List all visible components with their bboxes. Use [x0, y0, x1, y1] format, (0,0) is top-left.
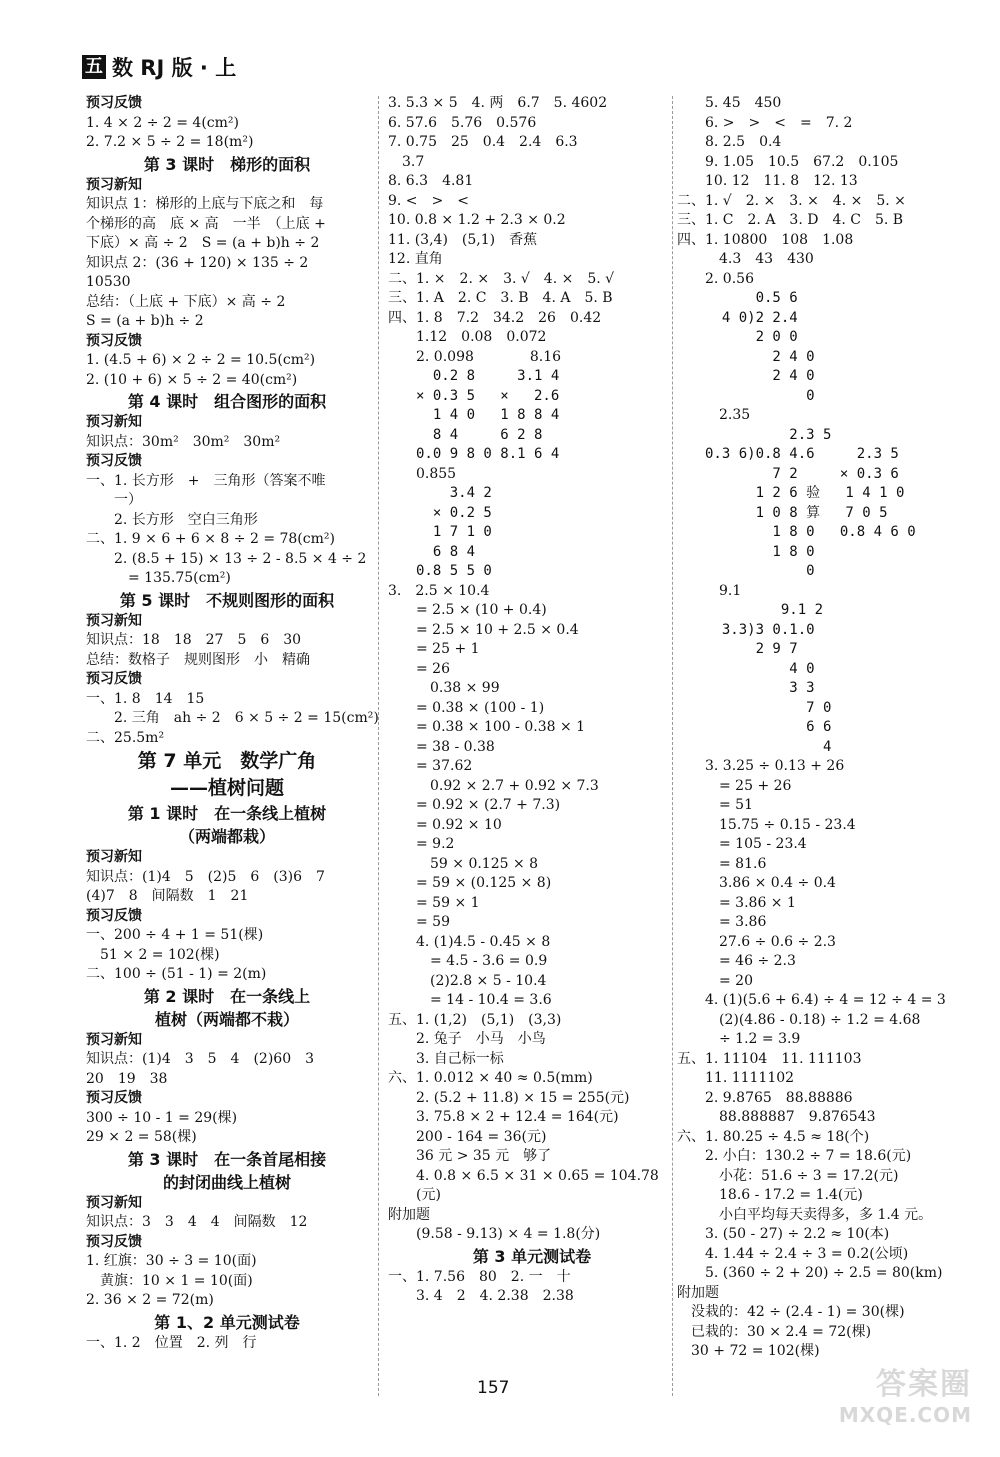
answer-line: 2. 兔子 小马 小鸟 [416, 1031, 546, 1047]
answer-line: 15.75 ÷ 0.15 - 23.4 [719, 816, 856, 833]
answer-line: S = (a + b)h ÷ 2 [86, 313, 204, 329]
answer-line: 4. (1)(5.6 + 6.4) ÷ 4 = 12 ÷ 4 = 3 [705, 992, 946, 1008]
answer-line: 2. (8.5 + 15) × 13 ÷ 2 - 8.5 × 4 ÷ 2 [114, 550, 367, 567]
answer-line: 3. 75.8 × 2 + 12.4 = 164(元) [416, 1109, 619, 1125]
answer-line: 11. (3,4) (5,1) 香蕉 [388, 231, 538, 248]
answer-line: = 9.2 [416, 836, 455, 852]
answer-line: 小白平均每天卖得多，多 1.4 元。 [719, 1206, 933, 1223]
answer-line: = 37.62 [416, 758, 473, 774]
answer-line: 3. 自己标一标 [416, 1050, 504, 1067]
vertical-calculation-line: 1 4 0 1 8 8 4 [416, 407, 560, 423]
vertical-calculation-line: 1 2 6 验 1 4 1 0 [705, 485, 905, 501]
section-label: 预习反馈 [86, 907, 142, 924]
answer-line: 下底）× 高 ÷ 2 S = (a + b)h ÷ 2 [86, 235, 320, 251]
vertical-calculation-line: 0.3 6)0.8 4.6 2.3 5 [705, 446, 899, 462]
vertical-calculation-line: 2 4 0 [705, 348, 815, 365]
answer-line: 三、1. A 2. C 3. B 4. A 5. B [388, 290, 613, 306]
answer-line: 二、100 ÷ (51 - 1) = 2(m) [86, 966, 267, 982]
vertical-calculation-line: 0.0 9 8 0 8.1 6 4 [416, 446, 560, 462]
answer-line: = 0.38 × 100 - 0.38 × 1 [416, 719, 586, 735]
vertical-calculation-line: 2 4 0 [705, 368, 815, 384]
answer-line: 5. (360 ÷ 2 + 20) ÷ 2.5 = 80(km) [705, 1265, 943, 1281]
section-heading: 第 7 单元 数学广角 [137, 750, 317, 772]
answer-line: (4)7 8 间隔数 1 21 [86, 888, 249, 904]
answer-line: 黄旗：10 × 1 = 10(面) [100, 1272, 253, 1289]
answer-line: = 14 - 10.4 = 3.6 [430, 992, 552, 1008]
answer-line: 二、1. √ 2. × 3. × 4. × 5. × [677, 192, 906, 209]
answer-line: 二、1. × 2. × 3. √ 4. × 5. √ [388, 270, 615, 287]
section-label: 预习新知 [86, 612, 142, 629]
vertical-calculation-line: 1 7 1 0 [416, 524, 492, 540]
answer-line: = 4.5 - 3.6 = 0.9 [430, 953, 548, 969]
watermark-url: MXQE.COM [838, 1403, 972, 1427]
answer-line: 6. > > < = 7. 2 [705, 114, 853, 131]
answer-line: 29 × 2 = 58(棵) [86, 1129, 197, 1145]
answer-line: 36 元 > 35 元 够了 [416, 1148, 552, 1164]
answer-line: 7. 0.75 25 0.4 2.4 6.3 [388, 134, 578, 150]
answer-line: 11. 1111102 [705, 1070, 795, 1086]
answer-line: 2. (5.2 + 11.8) × 15 = 255(元) [416, 1089, 630, 1106]
section-label: 预习反馈 [86, 453, 142, 469]
answer-line: 4. 1.44 ÷ 2.4 ÷ 3 = 0.2(公顷) [705, 1245, 909, 1262]
answer-line: = 25 + 1 [416, 641, 480, 657]
answer-line: 3.86 × 0.4 ÷ 0.4 [719, 875, 836, 891]
answer-line: = 51 [719, 797, 753, 813]
answer-line: 一、1. 2 位置 2. 列 行 [86, 1334, 257, 1351]
vertical-calculation-line: 4 0)2 2.4 [705, 309, 798, 326]
answer-line: = 135.75(cm²) [128, 570, 231, 586]
section-heading: 第 3 课时 在一条首尾相接 [127, 1149, 327, 1169]
answer-line: 知识点：18 18 27 5 6 30 [86, 632, 302, 648]
vertical-calculation-line: 4 0 [705, 660, 815, 677]
vertical-calculation-line: 0.8 5 5 0 [416, 563, 492, 579]
answer-line: 5. 45 450 [705, 95, 782, 111]
vertical-calculation-line: 1 8 0 0.8 4 6 0 [705, 524, 916, 540]
answer-line: = 46 ÷ 2.3 [719, 953, 796, 969]
answer-line: 0.92 × 2.7 + 0.92 × 7.3 [430, 777, 599, 794]
answer-line: 二、1. 9 × 6 + 6 × 8 ÷ 2 = 78(cm²) [86, 531, 335, 547]
answer-line: = 59 × (0.125 × 8) [416, 875, 552, 891]
answer-line: 一、200 ÷ 4 + 1 = 51(棵) [86, 927, 264, 943]
vertical-calculation-line: 1 8 0 [705, 543, 815, 560]
answer-line: 附加题 [388, 1206, 430, 1223]
vertical-calculation-line: × 0.3 5 × 2.6 [416, 387, 560, 404]
answer-line: 2. 7.2 × 5 ÷ 2 = 18(m²) [86, 134, 254, 150]
section-label: 预习新知 [86, 176, 142, 193]
answer-line: 3.7 [402, 153, 425, 170]
answer-line: 4.3 43 430 [719, 251, 814, 267]
answer-line: 六、1. 0.012 × 40 ≈ 0.5(mm) [388, 1070, 593, 1086]
vertical-calculation-line: 8 4 6 2 8 [416, 426, 543, 443]
answer-line: 2. 36 × 2 = 72(m) [86, 1292, 214, 1308]
answer-line: 知识点 1：梯形的上底与下底之和 每 [86, 196, 324, 212]
answer-line: 1. 红旗：30 ÷ 3 = 10(面) [86, 1253, 257, 1269]
answer-line: (9.58 - 9.13) × 4 = 1.8(分) [416, 1226, 601, 1242]
section-label: 预习反馈 [86, 1090, 142, 1106]
answer-line: 3. 2.5 × 10.4 [388, 582, 490, 599]
answer-line: 300 ÷ 10 - 1 = 29(棵) [86, 1109, 238, 1126]
answer-line: 三、1. C 2. A 3. D 4. C 5. B [677, 212, 904, 228]
answer-line: 四、1. 10800 108 1.08 [677, 231, 854, 248]
vertical-calculation-line: 6 6 [705, 719, 832, 735]
column-divider [378, 96, 379, 1396]
vertical-calculation-line: 0.5 6 [705, 290, 798, 306]
vertical-calculation-line: 3 3 [705, 680, 815, 696]
section-heading: 第 3 单元测试卷 [472, 1246, 592, 1266]
section-label: 预习反馈 [86, 671, 142, 687]
answer-line: 总结：数格子 规则图形 小 精确 [86, 651, 310, 668]
answer-line: = 20 [719, 972, 753, 989]
answer-line: 小花：51.6 ÷ 3 = 17.2(元) [719, 1167, 899, 1184]
section-label: 预习新知 [86, 414, 142, 430]
answer-line: 2. 9.8765 88.88886 [705, 1089, 853, 1106]
answer-line: 2. 长方形 空白三角形 [114, 511, 258, 528]
section-heading: 第 2 课时 在一条线上 [143, 986, 311, 1006]
answer-line: ÷ 1.2 = 3.9 [719, 1031, 801, 1047]
answer-line: = 38 - 0.38 [416, 738, 495, 755]
page-number: 157 [477, 1378, 510, 1398]
answer-line: 二、25.5m² [86, 729, 165, 746]
answer-line: (2)(4.86 - 0.18) ÷ 1.2 = 4.68 [719, 1011, 921, 1028]
answer-line: (元) [416, 1187, 441, 1203]
answer-line: 六、1. 80.25 ÷ 4.5 ≈ 18(个) [677, 1128, 870, 1145]
vertical-calculation-line: 0 [705, 387, 815, 404]
answer-line: 8. 6.3 4.81 [388, 173, 474, 189]
answer-line: 27.6 ÷ 0.6 ÷ 2.3 [719, 933, 836, 950]
answer-line: 3. 3.25 ÷ 0.13 + 26 [705, 758, 845, 774]
answer-line: = 3.86 × 1 [719, 894, 796, 911]
vertical-calculation-line: 3.4 2 [416, 485, 492, 501]
answer-line: 10530 [86, 274, 131, 290]
book-title: 数 RJ 版 · 上 [112, 56, 237, 80]
answer-line: 51 × 2 = 102(棵) [100, 946, 220, 963]
answer-line: 一、1. 长方形 + 三角形（答案不唯 [86, 472, 326, 489]
answer-line: 五、1. (1,2) (5,1) (3,3) [388, 1011, 562, 1028]
grade-badge: 五 [82, 55, 106, 79]
answer-line: = 2.5 × 10 + 2.5 × 0.4 [416, 621, 579, 638]
answer-line: = 3.86 [719, 914, 767, 930]
watermark-logo-text: 答案圈 [876, 1367, 972, 1402]
answer-line: 30 + 72 = 102(棵) [691, 1343, 820, 1359]
section-heading: 植树（两端都不栽） [154, 1009, 299, 1029]
answer-line: 知识点：(1)4 5 (2)5 6 (3)6 7 [86, 868, 325, 885]
vertical-calculation-line: 6 8 4 [416, 543, 476, 560]
section-heading: 第 5 课时 不规则图形的面积 [119, 590, 335, 610]
section-label: 预习反馈 [86, 1233, 142, 1250]
section-heading: 第 4 课时 组合图形的面积 [127, 392, 327, 411]
answer-line: 10. 0.8 × 1.2 + 2.3 × 0.2 [388, 212, 566, 228]
answer-line: 一、1. 7.56 80 2. 一 十 [388, 1268, 571, 1285]
section-heading: 第 1、2 单元测试卷 [154, 1312, 300, 1332]
answer-line: 4. (1)4.5 - 0.45 × 8 [416, 933, 551, 950]
vertical-calculation-line: 1 0 8 算 7 0 5 [705, 504, 888, 521]
section-heading: 第 3 课时 梯形的面积 [143, 154, 311, 174]
section-label: 预习新知 [86, 1031, 142, 1048]
vertical-calculation-line: 0 [705, 563, 815, 579]
answer-line: = 25 + 26 [719, 777, 792, 794]
answer-line: 没栽的：42 ÷ (2.4 - 1) = 30(棵) [691, 1304, 905, 1320]
answer-line: 四、1. 8 7.2 34.2 26 0.42 [388, 309, 602, 326]
section-heading: （两端都栽） [178, 827, 275, 846]
page-header [82, 52, 236, 82]
section-label: 预习新知 [86, 1194, 142, 1211]
answer-line: 附加题 [677, 1284, 719, 1301]
section-label: 预习反馈 [86, 332, 142, 349]
answer-line: 一、1. 8 14 15 [86, 690, 205, 707]
section-heading: 第 1 课时 在一条线上植树 [127, 804, 327, 823]
vertical-calculation-line: × 0.2 5 [416, 504, 492, 521]
answer-line: = 0.92 × (2.7 + 7.3) [416, 797, 561, 813]
section-heading: 的封闭曲线上植树 [162, 1172, 291, 1192]
answer-line: 0.855 [416, 465, 457, 482]
answer-line: 10. 12 11. 8 12. 13 [705, 173, 858, 189]
answer-line: 0.38 × 99 [430, 680, 500, 696]
answer-line: 2.35 [719, 407, 751, 423]
answer-line: 9. 1.05 10.5 67.2 0.105 [705, 153, 899, 170]
answer-line: 知识点 2：(36 + 120) × 135 ÷ 2 [86, 254, 309, 271]
answer-column-3 [677, 94, 977, 1362]
answer-column-2 [388, 94, 676, 1307]
answer-line: 1.12 0.08 0.072 [416, 329, 547, 345]
vertical-calculation-line: 7 0 [705, 699, 832, 716]
section-label: 预习反馈 [86, 95, 142, 111]
vertical-calculation-line: 3.3)3 0.1.0 [705, 621, 815, 638]
answer-line: = 26 [416, 660, 450, 677]
answer-line: 3. (50 - 27) ÷ 2.2 ≈ 10(本) [705, 1226, 890, 1242]
answer-line: 2. (10 + 6) × 5 ÷ 2 = 40(cm²) [86, 371, 298, 388]
answer-line: = 0.92 × 10 [416, 816, 502, 833]
section-label: 预习新知 [86, 849, 142, 865]
answer-line: = 59 [416, 914, 450, 930]
answer-line: 个梯形的高 底 × 高 一半 （上底 + [86, 215, 326, 232]
answer-line: 3. 4 2 4. 2.38 2.38 [416, 1288, 574, 1304]
answer-line: 3. 5.3 × 5 4. 两 6.7 5. 4602 [388, 95, 608, 111]
answer-line: 6. 57.6 5.76 0.576 [388, 114, 537, 131]
answer-line: = 2.5 × (10 + 0.4) [416, 602, 547, 618]
answer-line: 20 19 38 [86, 1070, 168, 1087]
answer-line: = 81.6 [719, 855, 767, 872]
answer-line: 2. 0.56 [705, 270, 754, 287]
answer-line: = 105 - 23.4 [719, 836, 807, 852]
answer-line: 4. 0.8 × 6.5 × 31 × 0.65 = 104.78 [416, 1167, 659, 1184]
vertical-calculation-line: 2 0 0 [705, 329, 798, 345]
answer-line: 2. 三角 ah ÷ 2 6 × 5 ÷ 2 = 15(cm²) [114, 710, 379, 726]
answer-line: 已栽的：30 × 2.4 = 72(棵) [691, 1323, 872, 1340]
answer-line: (2)2.8 × 5 - 10.4 [430, 972, 547, 989]
answer-line: 9.1 [719, 582, 742, 599]
answer-line: 200 - 164 = 36(元) [416, 1128, 547, 1145]
answer-column-1 [86, 94, 379, 1353]
answer-line: 五、1. 11104 11. 111103 [677, 1050, 862, 1067]
vertical-calculation-line: 7 2 × 0.3 6 [705, 465, 899, 482]
answer-line: 1. (4.5 + 6) × 2 ÷ 2 = 10.5(cm²) [86, 352, 316, 368]
answer-line: 12. 直角 [388, 251, 443, 267]
answer-line: 知识点：3 3 4 4 间隔数 12 [86, 1214, 308, 1230]
vertical-calculation-line: 9.1 2 [705, 602, 824, 618]
vertical-calculation-line: 4 [705, 738, 832, 755]
answer-line: 一） [114, 492, 142, 508]
watermark [839, 1359, 972, 1427]
answer-line: 59 × 0.125 × 8 [430, 855, 539, 872]
answer-line: 2. 0.098 8.16 [416, 348, 562, 365]
answer-line: 8. 2.5 0.4 [705, 134, 782, 150]
section-heading: ——植树问题 [169, 777, 284, 799]
answer-line: = 59 × 1 [416, 894, 480, 911]
answer-line: = 0.38 × (100 - 1) [416, 699, 545, 716]
answer-line: 1. 4 × 2 ÷ 2 = 4(cm²) [86, 114, 239, 131]
answer-line: 2. 小白：130.2 ÷ 7 = 18.6(元) [705, 1148, 912, 1164]
vertical-calculation-line: 0.2 8 3.1 4 [416, 368, 560, 384]
answer-line: 总结：（上底 + 下底）× 高 ÷ 2 [86, 293, 286, 310]
answer-line: 88.888887 9.876543 [719, 1109, 876, 1125]
answer-line: 18.6 - 17.2 = 1.4(元) [719, 1187, 863, 1203]
answer-line: 知识点：(1)4 3 5 4 (2)60 3 [86, 1051, 315, 1067]
vertical-calculation-line: 2 9 7 [705, 641, 798, 657]
answer-line: 知识点：30m² 30m² 30m² [86, 433, 281, 450]
vertical-calculation-line: 2.3 5 [705, 426, 832, 443]
answer-line: 9. < > < [388, 192, 469, 209]
